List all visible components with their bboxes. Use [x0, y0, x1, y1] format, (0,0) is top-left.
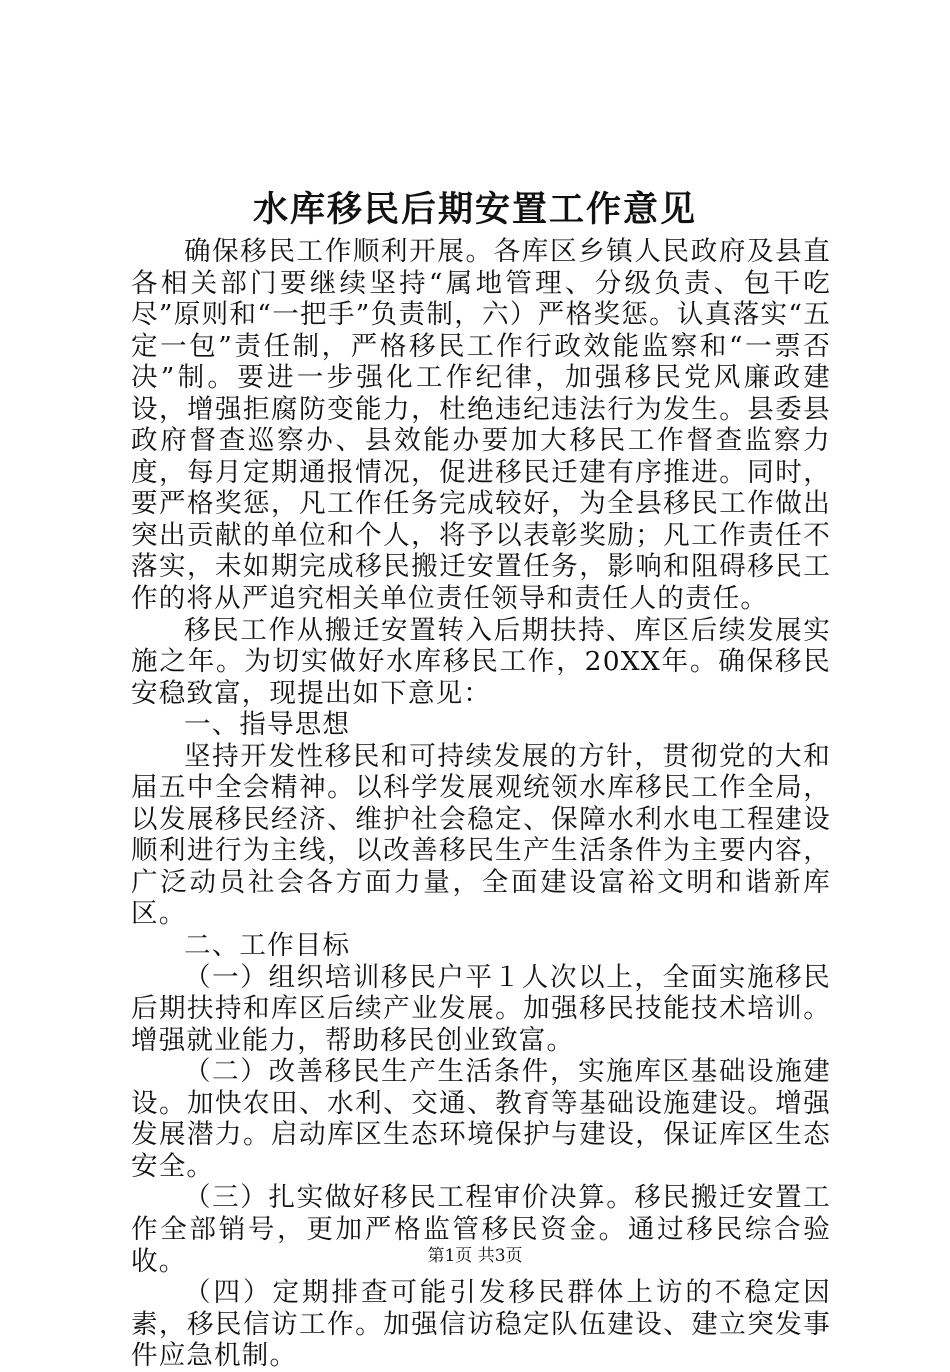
goal-item-4: （四）定期排查可能引发移民群体上访的不稳定因素，移民信访工作。加强信访稳定队伍建设、建立突发事件应急机制。 — [131, 1277, 831, 1372]
goal-item-3: （三）扎实做好移民工程审价决算。移民搬迁安置工作全部销号，更加严格监管移民资金。通过移民综合验收。 — [131, 1182, 831, 1277]
document-body — [131, 236, 831, 1372]
paragraph-guiding-ideology: 坚持开发性移民和可持续发展的方针，贯彻党的大和届五中全会精神。以科学发展观统领水库移民工作全局，以发展移民经济、维护社会稳定、保障水利水电工程建设顺利进行为主线，以改善移民生产生活条件为主要内容，广泛动员社会各方面力量，全面建设富裕文明和谐新库区。 — [131, 740, 831, 930]
page-footer: 第1页 共3页 — [427, 1246, 523, 1266]
paragraph-discipline: 确保移民工作顺利开展。各库区乡镇人民政府及县直各相关部门要继续坚持“属地管理、分级负责、包干吃尽”原则和“一把手”负责制，六）严格奖惩。认真落实“五定一包”责任制，严格移民工作行政效能监察和“一票否决”制。要进一步强化工作纪律，加强移民党风廉政建设，增强拒腐防变能力，杜绝违纪违法行为发生。县委县政府督查巡察办、县效能办要加大移民工作督查监察力度，每月定期通报情况，促进移民迁建有序推进。同时，要严格奖惩，凡工作任务完成较好，为全县移民工作做出突出贡献的单位和个人，将予以表彰奖励；凡工作责任不落实，未如期完成移民搬迁安置任务，影响和阻碍移民工作的将从严追究相关单位责任领导和责任人的责任。 — [131, 236, 831, 615]
paragraph-intro: 移民工作从搬迁安置转入后期扶持、库区后续发展实施之年。为切实做好水库移民工作，20XX年。确保移民安稳致富，现提出如下意见： — [131, 614, 831, 709]
goal-item-1: （一）组织培训移民户平１人次以上，全面实施移民后期扶持和库区后续产业发展。加强移民技能技术培训。增强就业能力，帮助移民创业致富。 — [131, 961, 831, 1056]
section-heading-guiding-ideology: 一、指导思想 — [184, 709, 351, 741]
section-heading-work-goals: 二、工作目标 — [184, 930, 351, 962]
document-title: 水库移民后期安置工作意见 — [252, 189, 697, 230]
goal-item-2: （二）改善移民生产生活条件，实施库区基础设施建设。加快农田、水利、交通、教育等基础设施建设。增强发展潜力。启动库区生态环境保护与建设，保证库区生态安全。 — [131, 1056, 831, 1182]
